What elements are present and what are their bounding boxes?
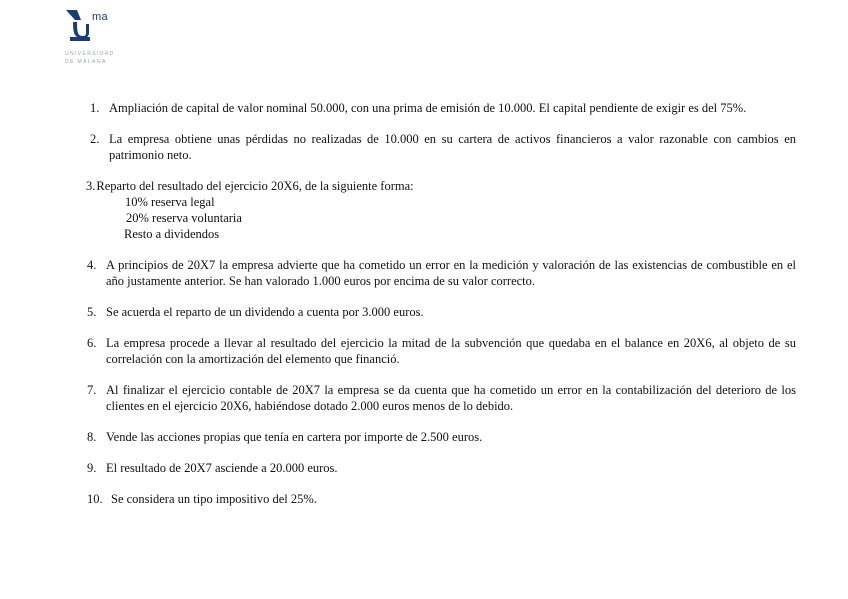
item-number: 6. <box>87 336 97 350</box>
item-text: Se considera un tipo impositivo del 25%. <box>111 492 317 506</box>
list-item <box>86 335 796 367</box>
item-text: Ampliación de capital de valor nominal 50.000, con una prima de emisión de 10.000. El capital pendiente de exigir es del 75%. <box>109 101 747 115</box>
list-item <box>86 491 796 507</box>
logo-text-line2: DE MÁLAGA <box>65 59 107 65</box>
list-item <box>86 131 796 163</box>
list-item <box>86 100 796 116</box>
uma-emblem-icon <box>64 8 94 46</box>
list-item <box>86 257 796 289</box>
logo-text-line1: UNIVERSIDAD <box>65 51 115 57</box>
item-text: A principios de 20X7 la empresa advierte que ha cometido un error en la medición y valoración de las existencias de combustible en el año justamente anterior. Se han valorado 1.000 euros por encima de su valor correcto. <box>106 258 796 288</box>
item-number: 8. <box>87 430 97 444</box>
item-number: 7. <box>87 383 97 397</box>
item-text: La empresa obtiene unas pérdidas no realizadas de 10.000 en su cartera de activos financieros a valor razonable con cambios en patrimonio neto. <box>109 132 796 162</box>
logo-superscript: ma <box>92 11 108 23</box>
list-item <box>86 382 796 414</box>
item-text: Se acuerda el reparto de un dividendo a cuenta por 3.000 euros. <box>106 305 424 319</box>
university-logo <box>64 8 124 66</box>
item-number: 3. <box>86 179 96 193</box>
item-number: 5. <box>87 305 97 319</box>
item-text: La empresa procede a llevar al resultado del ejercicio la mitad de la subvención que quedaba en el balance en 20X6, al objeto de su correlación con la amortización del elemento que financió. <box>106 336 796 366</box>
list-item <box>86 178 796 194</box>
list-item <box>86 429 796 445</box>
item-number: 10. <box>87 492 103 506</box>
item-number: 4. <box>87 258 97 272</box>
list-item <box>86 460 796 476</box>
item-text: Vende las acciones propias que tenía en cartera por importe de 2.500 euros. <box>106 430 483 444</box>
distribution-line: 10% reserva legal <box>125 195 215 209</box>
item-number: 1. <box>90 101 100 115</box>
item-text: Reparto del resultado del ejercicio 20X6, de la siguiente forma: <box>96 179 414 193</box>
distribution-line: Resto a dividendos <box>124 227 220 241</box>
list-item <box>86 304 796 320</box>
distribution-list <box>86 194 796 242</box>
distribution-line: 20% reserva voluntaria <box>126 211 242 225</box>
item-text: Al finalizar el ejercicio contable de 20X7 la empresa se da cuenta que ha cometido un error en la contabilización del deterioro de los clientes en el ejercicio 20X6, habiéndose dotado 2.000 euros menos de lo debido. <box>106 383 796 413</box>
item-text: El resultado de 20X7 asciende a 20.000 euros. <box>106 461 338 475</box>
exercise-list <box>86 100 796 522</box>
item-number: 9. <box>87 461 97 475</box>
item-number: 2. <box>90 132 100 146</box>
